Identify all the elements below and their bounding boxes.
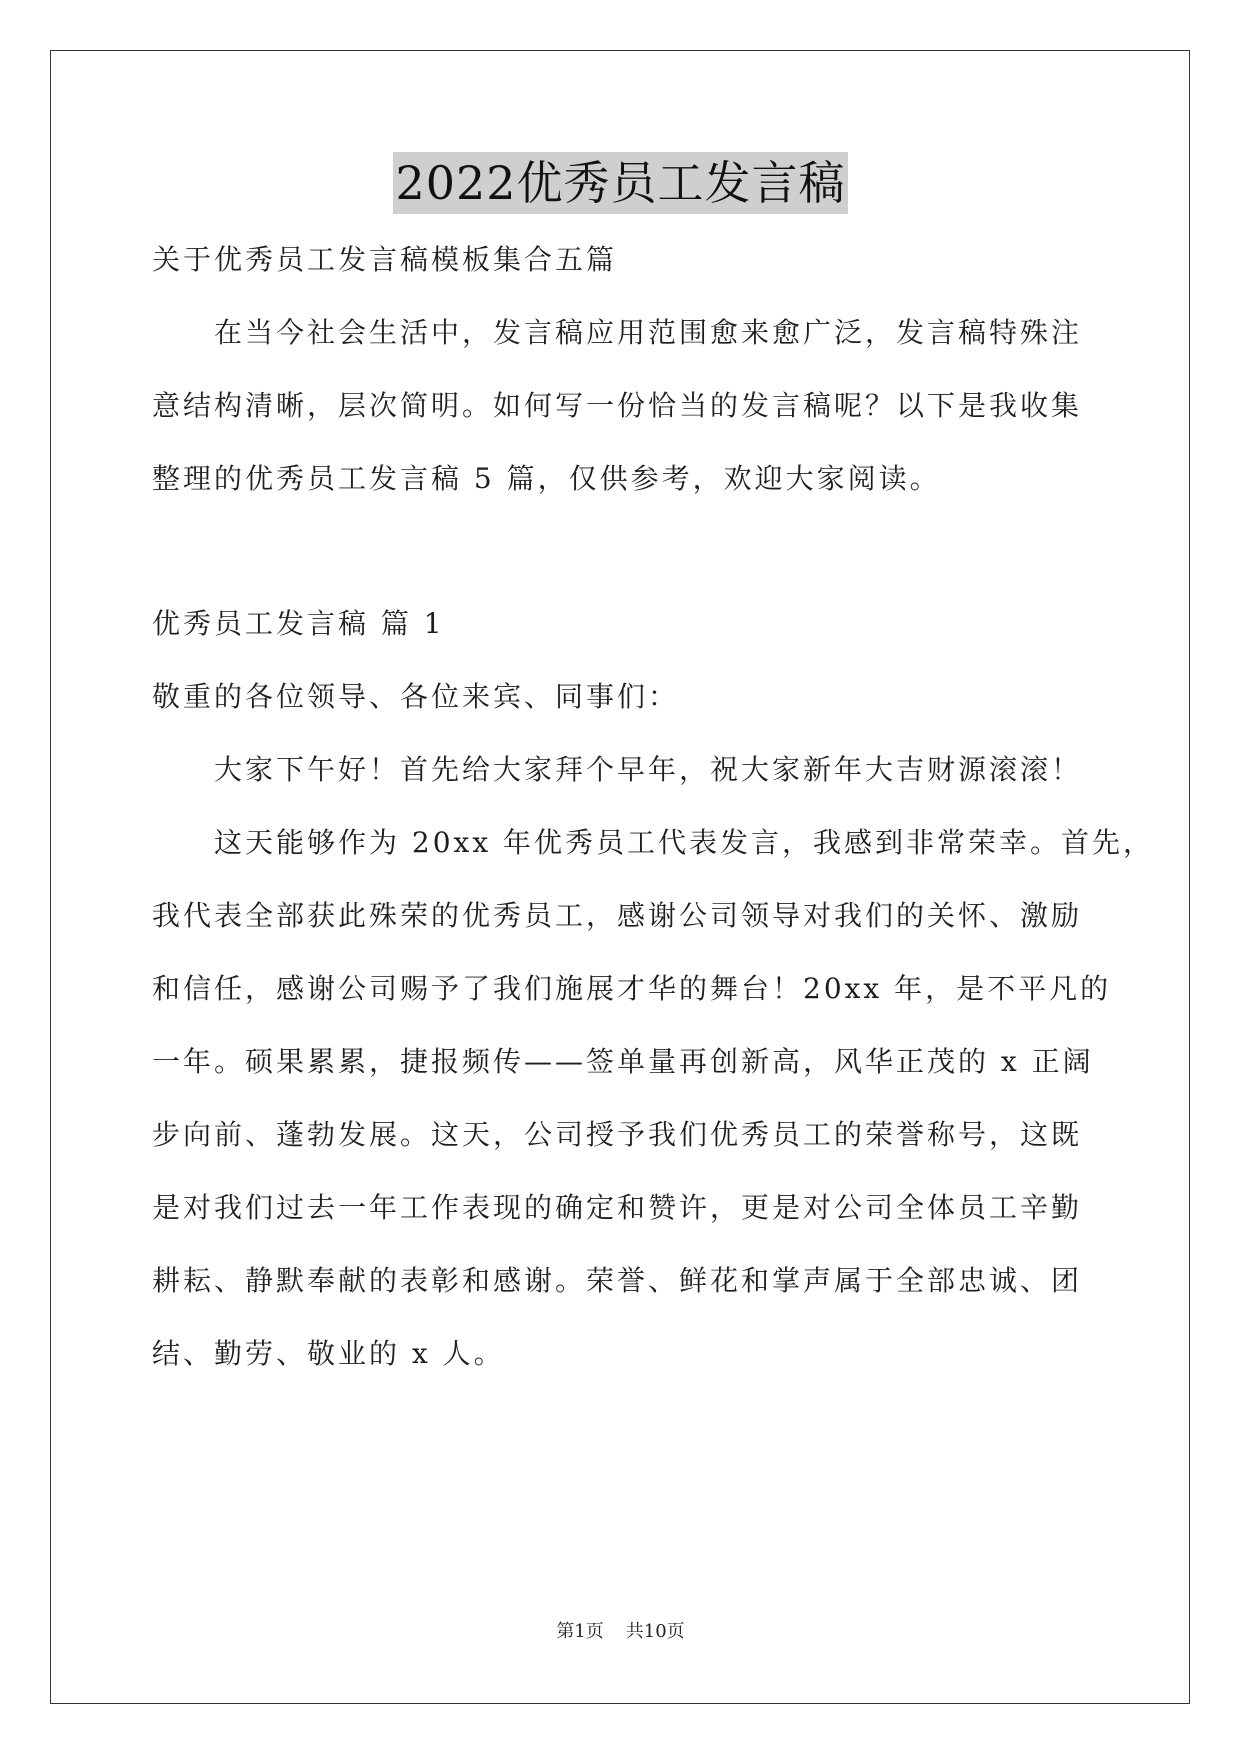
body-line-5: 步向前、蓬勃发展。这天，公司授予我们优秀员工的荣誉称号，这既: [152, 1118, 1083, 1151]
section-heading: 优秀员工发言稿 篇 1: [152, 607, 445, 640]
intro-line-3: 整理的优秀员工发言稿 5 篇，仅供参考，欢迎大家阅读。: [152, 462, 941, 495]
body-line-7: 耕耘、静默奉献的表彰和感谢。荣誉、鲜花和掌声属于全部忠诚、团: [152, 1264, 1083, 1297]
page-footer: [0, 1620, 1241, 1644]
greeting-line: 大家下午好！首先给大家拜个早年，祝大家新年大吉财源滚滚！: [214, 753, 1083, 786]
document-title: 2022优秀员工发言稿: [393, 152, 847, 214]
subtitle: 关于优秀员工发言稿模板集合五篇: [152, 243, 618, 276]
intro-line-1: 在当今社会生活中，发言稿应用范围愈来愈广泛，发言稿特殊注: [214, 316, 1083, 349]
body-line-4: 一年。硕果累累，捷报频传——签单量再创新高，风华正茂的 x 正阔: [152, 1045, 1094, 1078]
page-border: [50, 50, 1190, 1704]
page-number: 第1页: [556, 1621, 604, 1642]
page-total: 共10页: [625, 1621, 685, 1642]
intro-line-2: 意结构清晰，层次简明。如何写一份恰当的发言稿呢？以下是我收集: [152, 389, 1083, 422]
body-line-3: 和信任，感谢公司赐予了我们施展才华的舞台！20xx 年，是不平凡的: [152, 972, 1112, 1005]
body-line-6: 是对我们过去一年工作表现的确定和赞许，更是对公司全体员工辛勤: [152, 1191, 1083, 1224]
title-container: [0, 152, 1241, 214]
body-line-1: 这天能够作为 20xx 年优秀员工代表发言，我感到非常荣幸。首先，: [214, 826, 1155, 859]
salutation: 敬重的各位领导、各位来宾、同事们：: [152, 680, 680, 713]
body-line-8: 结、勤劳、敬业的 x 人。: [152, 1337, 505, 1370]
body-line-2: 我代表全部获此殊荣的优秀员工，感谢公司领导对我们的关怀、激励: [152, 899, 1083, 932]
